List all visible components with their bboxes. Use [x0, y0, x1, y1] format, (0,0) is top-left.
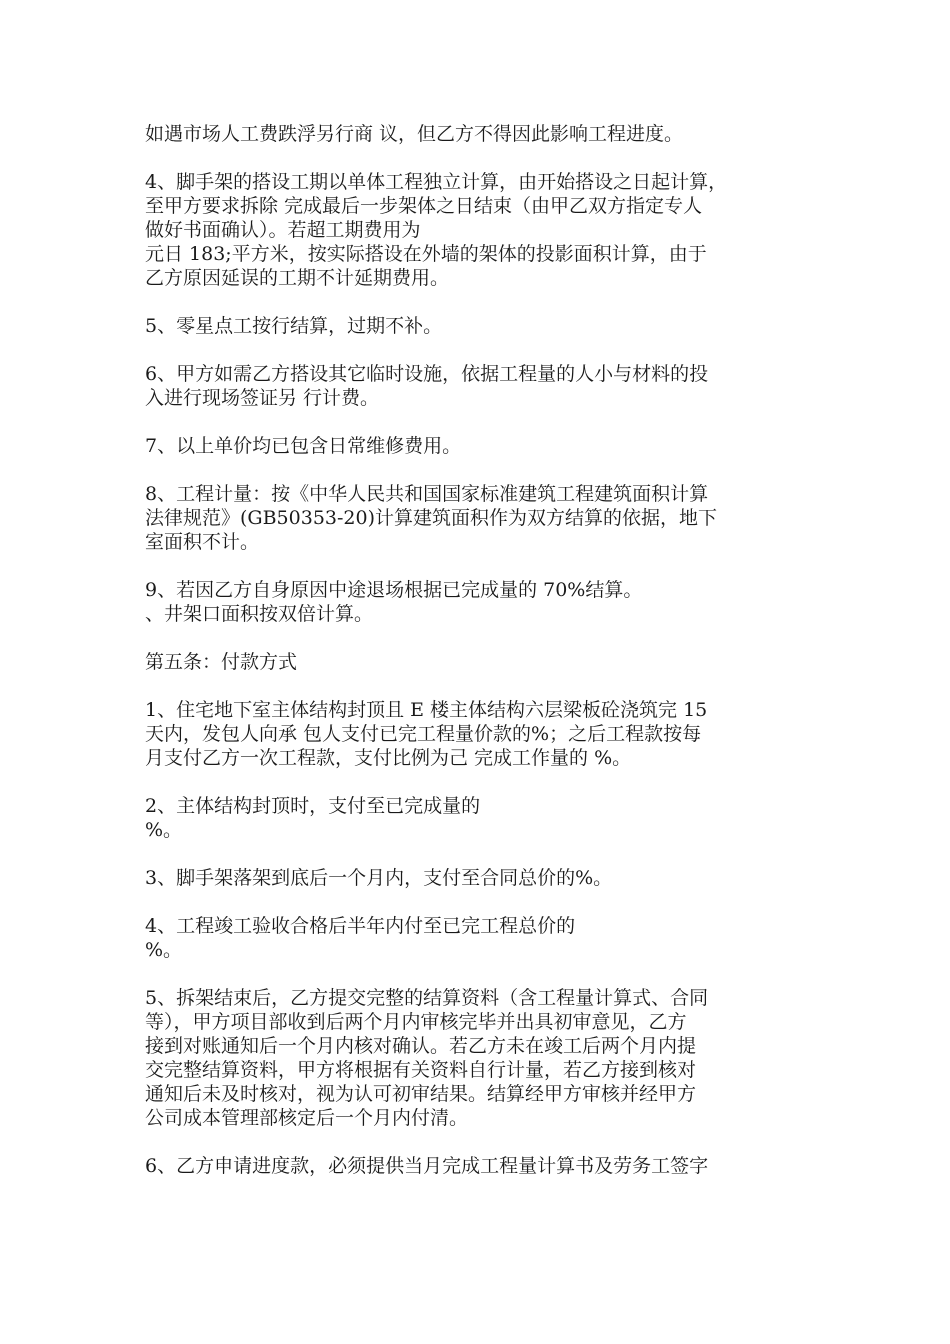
text-line: %。 [145, 939, 183, 961]
paragraph [145, 434, 835, 458]
text-line: 乙方原因延误的工期不计延期费用。 [145, 267, 450, 289]
text-line: 至甲方要求拆除 完成最后一步架体之日结束（由甲乙双方指定专人 [145, 195, 703, 217]
text-line: 第五条：付款方式 [145, 651, 298, 673]
text-line: 4、工程竣工验收合格后半年内付至已完工程总价的 [145, 915, 576, 937]
text-line: 公司成本管理部核定后一个月内付清。 [145, 1107, 469, 1129]
text-line: 2、主体结构封顶时，支付至已完成量的 [145, 795, 481, 817]
text-line: 做好书面确认）。若超工期费用为 [145, 219, 421, 241]
paragraph [145, 650, 835, 674]
paragraph [145, 314, 835, 338]
text-line: 如遇市场人工费跌浮另行商 议，但乙方不得因此影响工程进度。 [145, 123, 684, 145]
text-line: 7、以上单价均已包含日常维修费用。 [145, 435, 462, 457]
text-line: %。 [145, 819, 183, 841]
paragraph [145, 698, 835, 770]
paragraph [145, 170, 835, 290]
paragraph [145, 482, 835, 554]
text-line: 天内，发包人向承 包人支付已完工程量价款的%；之后工程款按每 [145, 723, 702, 745]
paragraph [145, 578, 835, 626]
text-line: 5、拆架结束后，乙方提交完整的结算资料（含工程量计算式、合同 [145, 987, 709, 1009]
text-line: 8、工程计量：按《中华人民共和国国家标准建筑工程建筑面积计算 [145, 483, 709, 505]
document-page [145, 122, 835, 1202]
text-line: 月支付乙方一次工程款，支付比例为己 完成工作量的 %。 [145, 747, 632, 769]
paragraph [145, 914, 835, 962]
paragraph [145, 362, 835, 410]
paragraph [145, 122, 835, 146]
text-line: 接到对账通知后一个月内核对确认。若乙方未在竣工后两个月内提 [145, 1035, 697, 1057]
paragraph [145, 986, 835, 1130]
text-line: 3、脚手架落架到底后一个月内，支付至合同总价的%。 [145, 867, 613, 889]
text-line: 5、零星点工按行结算，过期不补。 [145, 315, 443, 337]
text-line: 入进行现场签证另 行计费。 [145, 387, 380, 409]
paragraph [145, 866, 835, 890]
text-line: 、井架口面积按双倍计算。 [145, 603, 374, 625]
text-line: 6、乙方申请进度款，必须提供当月完成工程量计算书及劳务工签字 [145, 1155, 709, 1177]
text-line: 9、若因乙方自身原因中途退场根据已完成量的 70%结算。 [145, 579, 643, 601]
text-line: 1、住宅地下室主体结构封顶且 E 楼主体结构六层梁板砼浇筑完 15 [145, 699, 708, 721]
text-line: 等），甲方项目部收到后两个月内审核完毕并出具初审意见，乙方 [145, 1011, 687, 1033]
text-line: 4、脚手架的搭设工期以单体工程独立计算，由开始搭设之日起计算， [145, 171, 728, 193]
paragraph [145, 1154, 835, 1178]
text-line: 交完整结算资料，甲方将根据有关资料自行计量，若乙方接到核对 [145, 1059, 697, 1081]
text-line: 通知后未及时核对，视为认可初审结果。结算经甲方审核并经甲方 [145, 1083, 697, 1105]
text-line: 元日 183;平方米，按实际搭设在外墙的架体的投影面积计算，由于 [145, 243, 707, 265]
text-line: 6、甲方如需乙方搭设其它临时设施，依据工程量的人小与材料的投 [145, 363, 709, 385]
text-line: 法律规范》(GB50353-20)计算建筑面积作为双方结算的依据，地下 [145, 507, 718, 529]
paragraph [145, 794, 835, 842]
text-line: 室面积不计。 [145, 531, 260, 553]
